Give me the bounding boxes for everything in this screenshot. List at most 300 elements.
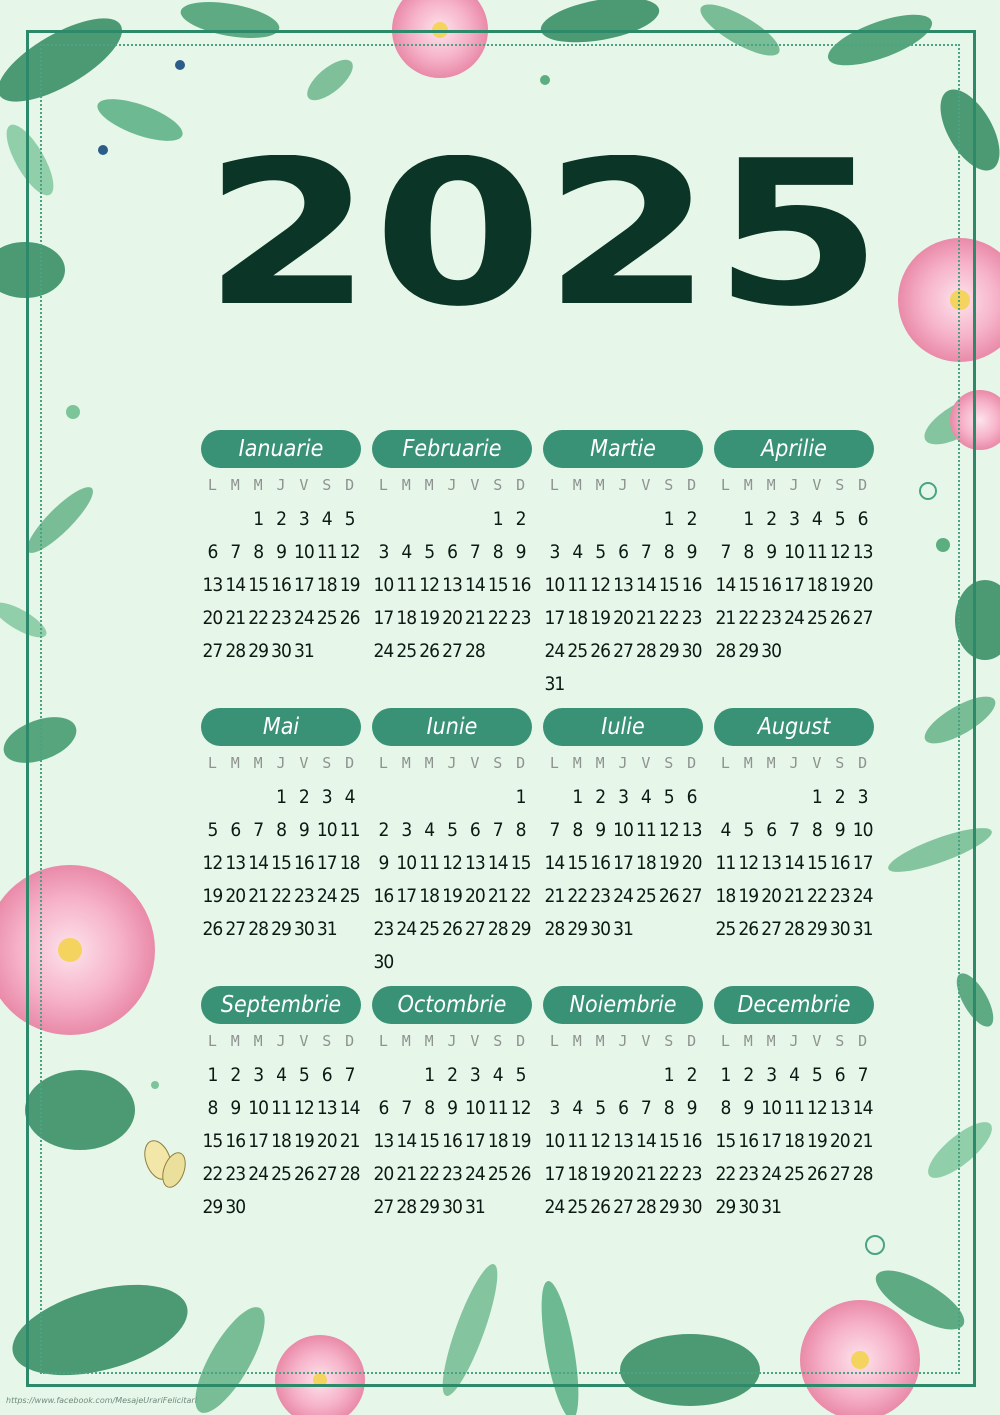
day-cell: 2 bbox=[595, 786, 606, 808]
day-cell: 10 bbox=[464, 1097, 485, 1119]
day-cell: 21 bbox=[635, 1163, 656, 1185]
day-cell: 26 bbox=[442, 918, 462, 940]
day-cell: 28 bbox=[715, 640, 736, 662]
day-cell: 12 bbox=[293, 1097, 314, 1119]
day-cell: 2 bbox=[515, 508, 526, 530]
day-cell: 1 bbox=[492, 508, 503, 530]
day-cell: 16 bbox=[681, 1130, 702, 1152]
day-cell: 24 bbox=[544, 640, 565, 662]
day-cell: 18 bbox=[784, 1130, 804, 1152]
weekday-initial: M bbox=[572, 476, 582, 494]
weekday-initial: V bbox=[641, 754, 651, 772]
day-cell: 18 bbox=[271, 1130, 291, 1152]
month-aprilie bbox=[714, 430, 886, 668]
week-row bbox=[543, 1059, 703, 1092]
empty-day-cell bbox=[372, 781, 395, 814]
empty-day-cell bbox=[760, 781, 783, 814]
day-cell: 23 bbox=[442, 1163, 462, 1185]
day-cell: 11 bbox=[339, 819, 360, 841]
day-cell: 18 bbox=[806, 574, 827, 596]
day-cell: 30 bbox=[681, 640, 702, 662]
day-cell: 9 bbox=[447, 1097, 457, 1119]
day-cell: 18 bbox=[316, 574, 337, 596]
day-cell: 4 bbox=[640, 786, 651, 808]
day-cell: 18 bbox=[487, 1130, 508, 1152]
empty-day-cell bbox=[441, 781, 464, 814]
month-header: Ianuarie bbox=[201, 430, 361, 468]
day-cell: 4 bbox=[401, 541, 412, 563]
day-cell: 20 bbox=[225, 885, 246, 907]
day-cell: 4 bbox=[492, 1064, 503, 1086]
week-row bbox=[201, 1191, 361, 1224]
day-cell: 6 bbox=[686, 786, 697, 808]
day-cell: 2 bbox=[230, 1064, 241, 1086]
weekday-initial: D bbox=[687, 476, 697, 494]
week-row bbox=[543, 569, 703, 602]
month-ianuarie bbox=[201, 430, 373, 668]
day-cell: 5 bbox=[595, 541, 606, 563]
month-header: Decembrie bbox=[714, 986, 874, 1024]
day-cell: 20 bbox=[852, 574, 873, 596]
weekday-initial: J bbox=[447, 1032, 457, 1050]
empty-day-cell bbox=[463, 781, 486, 814]
day-cell: 19 bbox=[339, 574, 360, 596]
day-cell: 26 bbox=[419, 640, 440, 662]
day-cell: 28 bbox=[339, 1163, 360, 1185]
empty-day-cell bbox=[566, 503, 589, 536]
weekday-header-row bbox=[714, 1029, 874, 1053]
day-cell: 5 bbox=[207, 819, 218, 841]
weekday-initial: S bbox=[664, 1032, 674, 1050]
weekday-initial: J bbox=[618, 1032, 628, 1050]
day-cell: 16 bbox=[225, 1130, 246, 1152]
day-cell: 25 bbox=[487, 1163, 508, 1185]
empty-day-cell bbox=[463, 503, 486, 536]
day-cell: 17 bbox=[248, 1130, 269, 1152]
empty-day-cell bbox=[395, 946, 418, 979]
day-cell: 1 bbox=[663, 1064, 674, 1086]
week-row bbox=[543, 1092, 703, 1125]
day-cell: 6 bbox=[378, 1097, 389, 1119]
day-cell: 14 bbox=[635, 574, 656, 596]
week-row bbox=[372, 814, 532, 847]
week-row bbox=[543, 781, 703, 814]
empty-day-cell bbox=[247, 1191, 270, 1224]
empty-day-cell bbox=[338, 1191, 361, 1224]
weekday-initial: L bbox=[549, 1032, 559, 1050]
day-cell: 11 bbox=[635, 819, 656, 841]
day-cell: 28 bbox=[248, 918, 269, 940]
day-cell: 24 bbox=[784, 607, 804, 629]
day-cell: 24 bbox=[396, 918, 417, 940]
day-cell: 6 bbox=[618, 1097, 628, 1119]
day-cell: 13 bbox=[613, 1130, 633, 1152]
day-cell: 20 bbox=[613, 1163, 633, 1185]
day-cell: 11 bbox=[567, 574, 588, 596]
week-row bbox=[543, 503, 703, 536]
day-cell: 10 bbox=[761, 1097, 782, 1119]
empty-day-cell bbox=[372, 503, 395, 536]
empty-day-cell bbox=[201, 503, 224, 536]
day-cell: 8 bbox=[207, 1097, 218, 1119]
empty-day-cell bbox=[486, 946, 509, 979]
week-row bbox=[714, 913, 874, 946]
day-cell: 2 bbox=[834, 786, 845, 808]
day-cell: 15 bbox=[419, 1130, 440, 1152]
weekday-initial: M bbox=[424, 1032, 434, 1050]
day-cell: 10 bbox=[373, 574, 394, 596]
day-cell: 5 bbox=[595, 1097, 606, 1119]
day-cell: 21 bbox=[784, 885, 804, 907]
week-row bbox=[372, 635, 532, 668]
day-cell: 12 bbox=[806, 1097, 827, 1119]
day-cell: 7 bbox=[401, 1097, 412, 1119]
day-cell: 24 bbox=[613, 885, 633, 907]
day-cell: 23 bbox=[510, 607, 531, 629]
day-cell: 27 bbox=[202, 640, 223, 662]
day-cell: 29 bbox=[658, 1196, 679, 1218]
day-cell: 21 bbox=[487, 885, 508, 907]
week-row bbox=[372, 913, 532, 946]
weekday-initial: D bbox=[858, 754, 868, 772]
day-cell: 20 bbox=[316, 1130, 337, 1152]
day-grid bbox=[543, 503, 715, 701]
day-cell: 16 bbox=[373, 885, 394, 907]
empty-day-cell bbox=[224, 503, 247, 536]
day-cell: 5 bbox=[344, 508, 355, 530]
day-cell: 30 bbox=[225, 1196, 246, 1218]
weekday-initial: S bbox=[322, 476, 332, 494]
day-cell: 8 bbox=[743, 541, 754, 563]
weekday-initial: M bbox=[401, 1032, 411, 1050]
weekday-initial: S bbox=[493, 754, 503, 772]
empty-day-cell bbox=[441, 946, 464, 979]
week-row bbox=[714, 536, 874, 569]
weekday-initial: J bbox=[789, 754, 799, 772]
weekday-initial: D bbox=[345, 476, 355, 494]
day-cell: 2 bbox=[686, 1064, 697, 1086]
week-row bbox=[714, 503, 874, 536]
week-row bbox=[543, 668, 703, 701]
weekday-initial: V bbox=[812, 754, 822, 772]
day-cell: 20 bbox=[373, 1163, 394, 1185]
day-cell: 22 bbox=[487, 607, 508, 629]
empty-day-cell bbox=[805, 635, 828, 668]
empty-day-cell bbox=[783, 1191, 806, 1224]
day-cell: 1 bbox=[663, 508, 674, 530]
empty-day-cell bbox=[634, 503, 657, 536]
day-cell: 15 bbox=[806, 852, 827, 874]
day-cell: 2 bbox=[378, 819, 389, 841]
day-cell: 4 bbox=[720, 819, 731, 841]
day-cell: 17 bbox=[761, 1130, 782, 1152]
weekday-initial: L bbox=[549, 754, 559, 772]
month-header: Februarie bbox=[372, 430, 532, 468]
day-cell: 7 bbox=[720, 541, 731, 563]
day-cell: 26 bbox=[202, 918, 223, 940]
day-cell: 7 bbox=[469, 541, 480, 563]
day-cell: 6 bbox=[321, 1064, 332, 1086]
day-cell: 11 bbox=[487, 1097, 508, 1119]
week-row bbox=[372, 946, 532, 979]
day-cell: 6 bbox=[447, 541, 457, 563]
day-cell: 25 bbox=[271, 1163, 291, 1185]
day-cell: 19 bbox=[202, 885, 223, 907]
day-cell: 23 bbox=[829, 885, 850, 907]
week-row bbox=[714, 1158, 874, 1191]
empty-day-cell bbox=[714, 781, 737, 814]
day-cell: 19 bbox=[806, 1130, 827, 1152]
day-cell: 25 bbox=[419, 918, 440, 940]
weekday-initial: D bbox=[516, 754, 526, 772]
weekday-initial: J bbox=[618, 754, 628, 772]
day-cell: 11 bbox=[784, 1097, 804, 1119]
day-cell: 1 bbox=[207, 1064, 218, 1086]
day-cell: 14 bbox=[248, 852, 269, 874]
empty-day-cell bbox=[315, 635, 338, 668]
day-cell: 7 bbox=[640, 541, 651, 563]
day-cell: 3 bbox=[321, 786, 332, 808]
day-cell: 27 bbox=[829, 1163, 850, 1185]
day-cell: 5 bbox=[811, 1064, 822, 1086]
day-cell: 3 bbox=[469, 1064, 480, 1086]
day-cell: 23 bbox=[681, 1163, 702, 1185]
empty-day-cell bbox=[783, 635, 806, 668]
day-cell: 16 bbox=[829, 852, 850, 874]
month-header: Noiembrie bbox=[543, 986, 703, 1024]
day-cell: 19 bbox=[829, 574, 850, 596]
day-cell: 13 bbox=[316, 1097, 337, 1119]
day-cell: 22 bbox=[715, 1163, 736, 1185]
empty-day-cell bbox=[543, 781, 566, 814]
day-cell: 7 bbox=[344, 1064, 355, 1086]
weekday-initial: J bbox=[447, 754, 457, 772]
weekday-initial: D bbox=[858, 1032, 868, 1050]
week-row bbox=[201, 781, 361, 814]
day-cell: 27 bbox=[373, 1196, 394, 1218]
weekday-initial: J bbox=[789, 1032, 799, 1050]
day-cell: 10 bbox=[852, 819, 873, 841]
week-row bbox=[372, 569, 532, 602]
day-cell: 18 bbox=[635, 852, 656, 874]
day-cell: 5 bbox=[515, 1064, 526, 1086]
week-row bbox=[372, 1092, 532, 1125]
day-grid bbox=[201, 1059, 373, 1224]
day-cell: 27 bbox=[442, 640, 462, 662]
day-cell: 16 bbox=[681, 574, 702, 596]
day-cell: 3 bbox=[298, 508, 309, 530]
day-cell: 18 bbox=[715, 885, 736, 907]
day-cell: 15 bbox=[738, 574, 759, 596]
month-header: Iulie bbox=[543, 708, 703, 746]
day-cell: 20 bbox=[681, 852, 702, 874]
weekday-initial: L bbox=[207, 1032, 217, 1050]
day-cell: 24 bbox=[761, 1163, 782, 1185]
day-cell: 8 bbox=[663, 1097, 674, 1119]
day-cell: 4 bbox=[321, 508, 332, 530]
day-cell: 6 bbox=[857, 508, 868, 530]
year-title bbox=[198, 155, 888, 320]
day-cell: 23 bbox=[225, 1163, 246, 1185]
empty-day-cell bbox=[395, 1059, 418, 1092]
week-row bbox=[201, 635, 361, 668]
day-cell: 11 bbox=[806, 541, 827, 563]
day-cell: 1 bbox=[811, 786, 822, 808]
day-cell: 8 bbox=[253, 541, 264, 563]
day-cell: 9 bbox=[766, 541, 777, 563]
day-cell: 13 bbox=[373, 1130, 394, 1152]
day-cell: 9 bbox=[595, 819, 606, 841]
month-header: Iunie bbox=[372, 708, 532, 746]
day-cell: 21 bbox=[635, 607, 656, 629]
empty-day-cell bbox=[634, 1059, 657, 1092]
day-cell: 13 bbox=[202, 574, 223, 596]
day-cell: 25 bbox=[396, 640, 417, 662]
empty-day-cell bbox=[418, 946, 441, 979]
day-cell: 7 bbox=[492, 819, 503, 841]
week-row bbox=[201, 536, 361, 569]
day-cell: 22 bbox=[567, 885, 588, 907]
day-cell: 9 bbox=[834, 819, 845, 841]
day-cell: 30 bbox=[590, 918, 611, 940]
day-cell: 2 bbox=[276, 508, 286, 530]
day-cell: 12 bbox=[442, 852, 462, 874]
day-cell: 25 bbox=[316, 607, 337, 629]
day-cell: 8 bbox=[515, 819, 526, 841]
day-cell: 17 bbox=[464, 1130, 485, 1152]
day-cell: 14 bbox=[544, 852, 565, 874]
week-row bbox=[714, 1092, 874, 1125]
weekday-initial: M bbox=[230, 1032, 240, 1050]
day-cell: 29 bbox=[738, 640, 759, 662]
week-row bbox=[714, 1125, 874, 1158]
week-row bbox=[372, 847, 532, 880]
empty-day-cell bbox=[612, 668, 635, 701]
weekday-initial: S bbox=[835, 1032, 845, 1050]
empty-day-cell bbox=[270, 1191, 293, 1224]
day-cell: 21 bbox=[544, 885, 565, 907]
day-cell: 13 bbox=[464, 852, 485, 874]
weekday-initial: D bbox=[858, 476, 868, 494]
weekday-initial: M bbox=[572, 1032, 582, 1050]
empty-day-cell bbox=[395, 781, 418, 814]
empty-day-cell bbox=[805, 1191, 828, 1224]
day-cell: 18 bbox=[567, 607, 588, 629]
day-cell: 7 bbox=[640, 1097, 651, 1119]
day-cell: 17 bbox=[316, 852, 337, 874]
day-cell: 13 bbox=[225, 852, 246, 874]
week-row bbox=[543, 847, 703, 880]
day-cell: 30 bbox=[681, 1196, 702, 1218]
week-row bbox=[201, 814, 361, 847]
day-cell: 25 bbox=[715, 918, 736, 940]
day-cell: 17 bbox=[613, 852, 633, 874]
day-cell: 25 bbox=[339, 885, 360, 907]
empty-day-cell bbox=[828, 635, 851, 668]
day-cell: 25 bbox=[567, 640, 588, 662]
day-cell: 13 bbox=[442, 574, 462, 596]
day-cell: 5 bbox=[424, 541, 435, 563]
week-row bbox=[372, 503, 532, 536]
day-cell: 10 bbox=[396, 852, 417, 874]
day-cell: 24 bbox=[464, 1163, 485, 1185]
day-cell: 19 bbox=[510, 1130, 531, 1152]
day-cell: 26 bbox=[293, 1163, 314, 1185]
empty-day-cell bbox=[247, 781, 270, 814]
day-cell: 9 bbox=[686, 1097, 697, 1119]
empty-day-cell bbox=[680, 913, 703, 946]
weekday-header-row bbox=[201, 473, 361, 497]
weekday-initial: L bbox=[207, 476, 217, 494]
weekday-initial: D bbox=[516, 476, 526, 494]
weekday-header-row bbox=[543, 473, 703, 497]
week-row bbox=[372, 1059, 532, 1092]
day-cell: 15 bbox=[658, 1130, 679, 1152]
week-row bbox=[201, 1125, 361, 1158]
day-cell: 21 bbox=[852, 1130, 873, 1152]
empty-day-cell bbox=[315, 1191, 338, 1224]
week-row bbox=[543, 635, 703, 668]
weekday-initial: V bbox=[470, 1032, 480, 1050]
day-cell: 13 bbox=[613, 574, 633, 596]
month-octombrie bbox=[372, 986, 544, 1224]
weekday-initial: V bbox=[641, 476, 651, 494]
day-cell: 17 bbox=[373, 607, 394, 629]
weekday-initial: M bbox=[424, 476, 434, 494]
day-cell: 28 bbox=[784, 918, 804, 940]
day-cell: 20 bbox=[761, 885, 782, 907]
day-cell: 28 bbox=[487, 918, 508, 940]
day-cell: 17 bbox=[544, 1163, 565, 1185]
day-cell: 10 bbox=[293, 541, 314, 563]
day-grid bbox=[201, 781, 373, 946]
month-header: Aprilie bbox=[714, 430, 874, 468]
week-row bbox=[201, 1059, 361, 1092]
weekday-header-row bbox=[372, 1029, 532, 1053]
empty-day-cell bbox=[566, 1059, 589, 1092]
empty-day-cell bbox=[612, 503, 635, 536]
day-cell: 2 bbox=[743, 1064, 754, 1086]
day-cell: 4 bbox=[424, 819, 435, 841]
day-cell: 6 bbox=[230, 819, 241, 841]
empty-day-cell bbox=[589, 1059, 612, 1092]
weekday-initial: J bbox=[618, 476, 628, 494]
week-row bbox=[714, 814, 874, 847]
empty-day-cell bbox=[509, 946, 532, 979]
day-cell: 12 bbox=[658, 819, 679, 841]
weekday-initial: V bbox=[299, 754, 309, 772]
day-cell: 17 bbox=[784, 574, 804, 596]
weekday-initial: S bbox=[493, 476, 503, 494]
empty-day-cell bbox=[634, 668, 657, 701]
day-cell: 7 bbox=[230, 541, 241, 563]
day-cell: 4 bbox=[344, 786, 355, 808]
weekday-initial: M bbox=[743, 754, 753, 772]
day-cell: 1 bbox=[253, 508, 264, 530]
weekday-initial: D bbox=[687, 754, 697, 772]
day-cell: 14 bbox=[635, 1130, 656, 1152]
empty-day-cell bbox=[486, 1191, 509, 1224]
empty-day-cell bbox=[714, 503, 737, 536]
day-cell: 10 bbox=[544, 574, 565, 596]
day-cell: 27 bbox=[761, 918, 782, 940]
empty-day-cell bbox=[737, 781, 760, 814]
week-row bbox=[372, 1125, 532, 1158]
day-cell: 8 bbox=[572, 819, 583, 841]
week-row bbox=[543, 1125, 703, 1158]
day-cell: 2 bbox=[766, 508, 777, 530]
month-martie bbox=[543, 430, 715, 701]
